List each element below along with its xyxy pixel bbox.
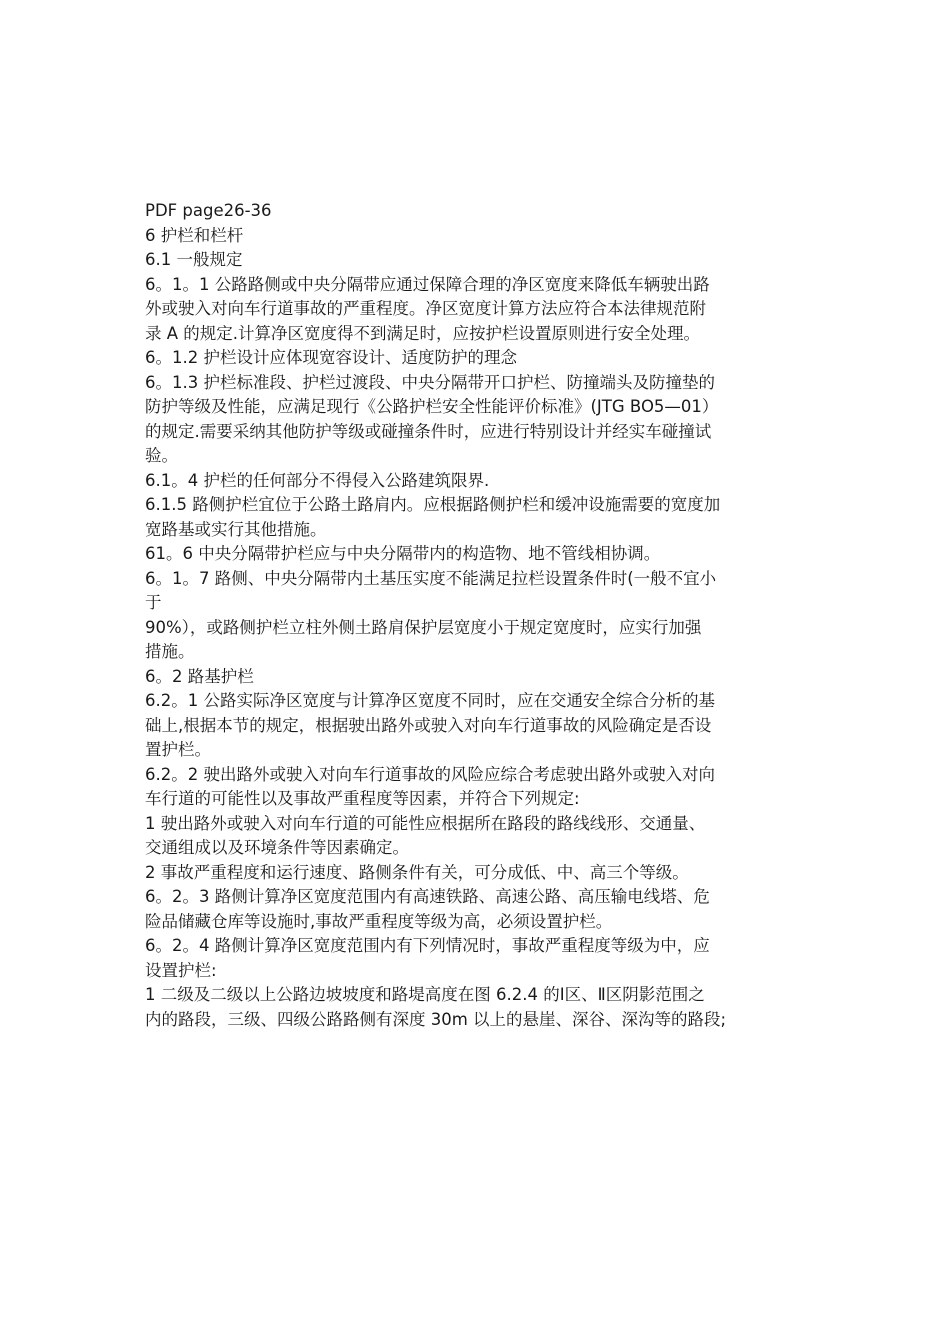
- text-line: 6.2。1 公路实际净区宽度与计算净区宽度不同时，应在交通安全综合分析的基: [145, 691, 715, 710]
- text-line: 录 A 的规定.计算净区宽度得不到满足时，应按护栏设置原则进行安全处理。: [145, 323, 701, 343]
- text-line: 6。1。1 公路路侧或中央分隔带应通过保障合理的净区宽度来降低车辆驶出路: [145, 274, 710, 294]
- text-line: 6.2。2 驶出路外或驶入对向车行道事故的风险应综合考虑驶出路外或驶入对向: [145, 764, 715, 784]
- document-body: [145, 199, 810, 1032]
- text-line: 置护栏。: [145, 740, 211, 759]
- text-line: 交通组成以及环境条件等因素确定。: [145, 838, 409, 857]
- text-line: 6。1.3 护栏标准段、护栏过渡段、中央分隔带开口护栏、防撞端头及防撞垫的: [145, 372, 715, 392]
- text-line: 6。2。3 路侧计算净区宽度范围内有高速铁路、高速公路、高压输电线塔、危: [145, 887, 710, 906]
- chapter-heading: 6 护栏和栏杆: [145, 225, 244, 245]
- text-line: 于: [145, 593, 162, 612]
- text-line: 设置护栏:: [145, 960, 217, 980]
- section-heading: 6.1 一般规定: [145, 250, 243, 269]
- section-heading: 6。2 路基护栏: [145, 666, 254, 686]
- text-line: 6。1.2 护栏设计应体现宽容设计、适度防护的理念: [145, 348, 517, 367]
- text-line: 措施。: [145, 642, 195, 661]
- text-line: 2 事故严重程度和运行速度、路侧条件有关，可分成低、中、高三个等级。: [145, 862, 689, 882]
- text-line: 61。6 中央分隔带护栏应与中央分隔带内的构造物、地不管线相协调。: [145, 544, 661, 563]
- text-line: 险品储藏仓库等设施时,事故严重程度等级为高，必须设置护栏。: [145, 911, 613, 931]
- text-line: 6。1。7 路侧、中央分隔带内土基压实度不能满足拉栏设置条件时(一般不宜小: [145, 568, 717, 588]
- text-line: 防护等级及性能，应满足现行《公路护栏安全性能评价标准》(JTG BO5—01）: [145, 397, 719, 416]
- text-line: 90%），或路侧护栏立柱外侧土路肩保护层宽度小于规定宽度时，应实行加强: [145, 617, 702, 637]
- text-line: 的规定.需要采纳其他防护等级或碰撞条件时，应进行特别设计并经实车碰撞试: [145, 421, 712, 441]
- text-line: 础上,根据本节的规定，根据驶出路外或驶入对向车行道事故的风险确定是否设: [145, 715, 712, 735]
- text-line: 宽路基或实行其他措施。: [145, 519, 327, 539]
- text-line: 1 二级及二级以上公路边坡坡度和路堤高度在图 6.2.4 的Ⅰ区、Ⅱ区阴影范围之: [145, 985, 705, 1004]
- text-line: 6.1。4 护栏的任何部分不得侵入公路建筑限界.: [145, 470, 490, 490]
- text-line: 内的路段，三级、四级公路路侧有深度 30m 以上的悬崖、深谷、深沟等的路段;: [145, 1009, 727, 1029]
- text-line: 1 驶出路外或驶入对向车行道的可能性应根据所在路段的路线线形、交通量、: [145, 813, 706, 833]
- text-line: 6.1.5 路侧护栏宜位于公路土路肩内。应根据路侧护栏和缓冲设施需要的宽度加: [145, 495, 721, 514]
- text-line: 车行道的可能性以及事故严重程度等因素，并符合下列规定:: [145, 789, 580, 808]
- text-line: 外或驶入对向车行道事故的严重程度。净区宽度计算方法应符合本法律规范附: [145, 299, 706, 318]
- text-line: 6。2。4 路侧计算净区宽度范围内有下列情况时，事故严重程度等级为中，应: [145, 936, 710, 955]
- text-line: 验。: [145, 446, 178, 465]
- page-range-label: PDF page26-36: [145, 201, 272, 220]
